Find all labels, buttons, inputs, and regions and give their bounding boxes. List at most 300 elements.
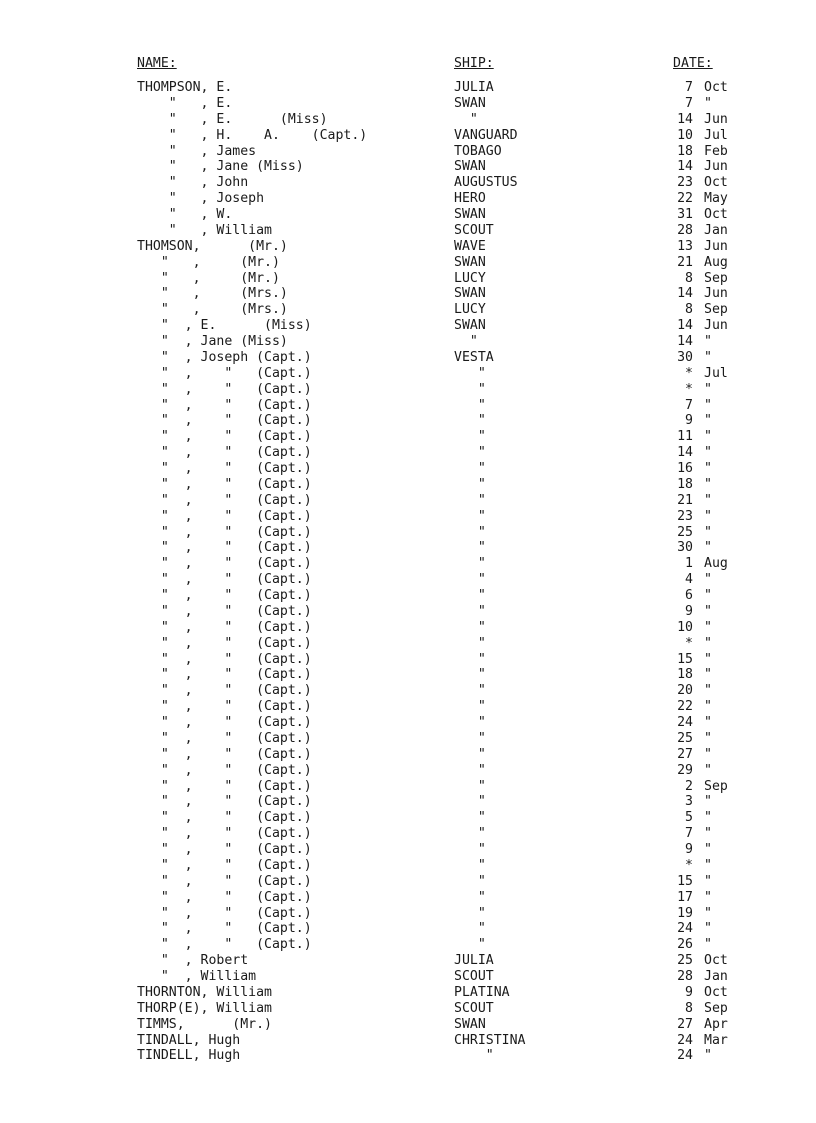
table-row bbox=[0, 128, 816, 144]
date-day-cell: 23 bbox=[677, 508, 693, 524]
date-month-cell: Sep bbox=[704, 778, 728, 794]
date-day-cell: 9 bbox=[685, 603, 693, 619]
date-month-cell: Jul bbox=[704, 127, 728, 143]
passenger-name-cell: " , " (Capt.) bbox=[137, 826, 312, 842]
date-day-cell: 24 bbox=[677, 1048, 693, 1064]
ship-cell: " bbox=[454, 635, 486, 651]
date-day-cell: 9 bbox=[685, 842, 693, 857]
date-month-cell: " bbox=[704, 857, 712, 873]
date-month-cell: Oct bbox=[704, 953, 728, 969]
date-month-cell: " bbox=[704, 413, 712, 429]
passenger-list bbox=[0, 80, 816, 1064]
table-row bbox=[0, 382, 816, 398]
passenger-name-cell: THORP(E), William bbox=[137, 1000, 272, 1016]
table-row bbox=[0, 826, 816, 842]
table-row bbox=[0, 842, 816, 858]
ship-cell: SCOUT bbox=[454, 1000, 494, 1016]
date-month-cell: " bbox=[704, 794, 712, 810]
ship-cell: " bbox=[454, 588, 486, 603]
passenger-name-cell: " , " (Capt.) bbox=[137, 381, 312, 397]
passenger-name-cell: " , " (Capt.) bbox=[137, 683, 312, 699]
date-month-cell: " bbox=[704, 603, 712, 619]
passenger-name-cell: " , H. A. (Capt.) bbox=[137, 127, 368, 143]
date-day-cell: 24 bbox=[677, 715, 693, 730]
ship-cell: " bbox=[454, 683, 486, 699]
date-month-cell: " bbox=[704, 730, 712, 746]
passenger-name-cell: " , " (Capt.) bbox=[137, 476, 312, 492]
date-day-cell: 21 bbox=[677, 254, 693, 270]
passenger-name-cell: " , " (Capt.) bbox=[137, 842, 312, 857]
ship-cell: " bbox=[454, 842, 486, 857]
date-day-cell: 17 bbox=[677, 889, 693, 905]
date-day-cell: 24 bbox=[677, 1032, 693, 1048]
ship-cell: HERO bbox=[454, 191, 486, 207]
table-row bbox=[0, 334, 816, 350]
ship-cell: SWAN bbox=[454, 286, 486, 302]
date-day-cell: 3 bbox=[685, 794, 693, 810]
date-month-cell: Jun bbox=[704, 159, 728, 175]
ship-cell: " bbox=[454, 667, 486, 683]
date-day-cell: 7 bbox=[685, 826, 693, 842]
date-day-cell: 8 bbox=[685, 270, 693, 286]
date-month-cell: " bbox=[704, 492, 712, 508]
table-row bbox=[0, 921, 816, 937]
passenger-name-cell: " , " (Capt.) bbox=[137, 810, 312, 826]
date-day-cell: 31 bbox=[677, 207, 693, 222]
table-row bbox=[0, 683, 816, 699]
passenger-name-cell: THOMPSON, E. bbox=[137, 80, 233, 95]
passenger-name-cell: " , (Mrs.) bbox=[137, 286, 288, 302]
date-month-cell: " bbox=[704, 572, 712, 588]
ship-cell: " bbox=[454, 572, 486, 588]
date-day-cell: 29 bbox=[677, 762, 693, 778]
date-day-cell: 1 bbox=[685, 556, 693, 572]
date-month-cell: " bbox=[704, 905, 712, 921]
table-row bbox=[0, 525, 816, 541]
passenger-name-cell: " , E. bbox=[137, 95, 233, 111]
date-day-cell: 14 bbox=[677, 445, 693, 461]
table-row bbox=[0, 588, 816, 604]
date-month-cell: " bbox=[704, 476, 712, 492]
passenger-name-cell: TINDALL, Hugh bbox=[137, 1032, 241, 1048]
passenger-name-cell: " , " (Capt.) bbox=[137, 492, 312, 508]
date-day-cell: 27 bbox=[677, 1016, 693, 1032]
passenger-name-cell: " , Jane (Miss) bbox=[137, 334, 288, 349]
table-row bbox=[0, 318, 816, 334]
date-day-cell: 6 bbox=[685, 588, 693, 603]
ship-cell: SWAN bbox=[454, 95, 486, 111]
date-day-cell: 9 bbox=[685, 984, 693, 1000]
passenger-name-cell: " , (Mrs.) bbox=[137, 302, 288, 318]
ship-cell: " bbox=[454, 937, 486, 953]
date-day-cell: 8 bbox=[685, 302, 693, 318]
table-row bbox=[0, 779, 816, 795]
table-row bbox=[0, 540, 816, 556]
date-month-cell: " bbox=[704, 508, 712, 524]
ship-cell: LUCY bbox=[454, 302, 486, 318]
table-row bbox=[0, 239, 816, 255]
ship-cell: " bbox=[454, 334, 478, 349]
passenger-name-cell: " , " (Capt.) bbox=[137, 397, 312, 413]
date-month-cell: " bbox=[704, 842, 712, 857]
date-day-cell: 18 bbox=[677, 143, 693, 159]
date-day-cell: * bbox=[685, 635, 693, 651]
table-row bbox=[0, 1033, 816, 1049]
table-row bbox=[0, 1048, 816, 1064]
date-day-cell: 19 bbox=[677, 905, 693, 921]
date-day-cell: 14 bbox=[677, 286, 693, 302]
date-day-cell: 10 bbox=[677, 619, 693, 635]
passenger-name-cell: " , " (Capt.) bbox=[137, 572, 312, 588]
table-row bbox=[0, 794, 816, 810]
table-row bbox=[0, 667, 816, 683]
date-day-cell: 7 bbox=[685, 80, 693, 95]
ship-cell: JULIA bbox=[454, 80, 494, 95]
passenger-name-cell: " , " (Capt.) bbox=[137, 461, 312, 476]
passenger-name-cell: " , " (Capt.) bbox=[137, 619, 312, 635]
table-row bbox=[0, 207, 816, 223]
date-month-cell: " bbox=[704, 937, 712, 953]
passenger-name-cell: " , " (Capt.) bbox=[137, 937, 312, 953]
ship-cell: " bbox=[454, 603, 486, 619]
passenger-name-cell: " , " (Capt.) bbox=[137, 873, 312, 889]
table-row bbox=[0, 509, 816, 525]
passenger-name-cell: " , " (Capt.) bbox=[137, 921, 312, 937]
date-month-cell: " bbox=[704, 651, 712, 667]
table-row bbox=[0, 255, 816, 271]
date-month-cell: " bbox=[704, 540, 712, 556]
passenger-name-cell: " , Robert bbox=[137, 953, 249, 969]
date-month-cell: " bbox=[704, 349, 712, 365]
passenger-name-cell: " , E. (Miss) bbox=[137, 318, 312, 334]
ship-cell: SWAN bbox=[454, 318, 486, 334]
date-month-cell: " bbox=[704, 381, 712, 397]
date-month-cell: May bbox=[704, 191, 728, 207]
ship-cell: SCOUT bbox=[454, 969, 494, 984]
ship-cell: CHRISTINA bbox=[454, 1032, 526, 1048]
date-day-cell: 8 bbox=[685, 1000, 693, 1016]
date-month-cell: " bbox=[704, 667, 712, 683]
date-day-cell: 26 bbox=[677, 937, 693, 953]
table-row bbox=[0, 271, 816, 287]
ship-cell: " bbox=[454, 461, 486, 476]
passenger-name-cell: " , " (Capt.) bbox=[137, 857, 312, 873]
ship-cell: " bbox=[454, 492, 486, 508]
date-month-cell: Jan bbox=[704, 969, 728, 984]
date-month-cell: Apr bbox=[704, 1016, 728, 1032]
table-row bbox=[0, 223, 816, 239]
date-month-cell: " bbox=[704, 810, 712, 826]
ship-cell: SWAN bbox=[454, 159, 486, 175]
passenger-name-cell: " , " (Capt.) bbox=[137, 524, 312, 540]
table-row bbox=[0, 1017, 816, 1033]
table-row bbox=[0, 858, 816, 874]
table-row bbox=[0, 429, 816, 445]
passenger-name-cell: " , " (Capt.) bbox=[137, 429, 312, 445]
ship-cell: " bbox=[454, 524, 486, 540]
ship-cell: " bbox=[454, 826, 486, 842]
date-month-cell: Aug bbox=[704, 254, 728, 270]
passenger-name-cell: " , William bbox=[137, 222, 272, 238]
date-day-cell: 30 bbox=[677, 540, 693, 556]
passenger-name-cell: " , William bbox=[137, 969, 257, 984]
passenger-name-cell: " , " (Capt.) bbox=[137, 762, 312, 778]
table-row bbox=[0, 969, 816, 985]
table-row bbox=[0, 350, 816, 366]
ship-cell: " bbox=[454, 556, 486, 572]
date-month-cell: Feb bbox=[704, 143, 728, 159]
passenger-name-cell: " , " (Capt.) bbox=[137, 588, 312, 603]
passenger-name-cell: " , " (Capt.) bbox=[137, 730, 312, 746]
ship-cell: " bbox=[454, 905, 486, 921]
date-month-cell: " bbox=[704, 397, 712, 413]
passenger-name-cell: THORNTON, William bbox=[137, 984, 272, 1000]
ship-cell: JULIA bbox=[454, 953, 494, 969]
date-day-cell: 22 bbox=[677, 191, 693, 207]
ship-cell: " bbox=[454, 715, 486, 730]
date-day-cell: 25 bbox=[677, 524, 693, 540]
table-row bbox=[0, 953, 816, 969]
passenger-name-cell: " , " (Capt.) bbox=[137, 413, 312, 429]
table-row bbox=[0, 477, 816, 493]
ship-cell: VESTA bbox=[454, 349, 494, 365]
date-month-cell: " bbox=[704, 715, 712, 730]
ship-column-header: SHIP: bbox=[454, 56, 494, 71]
date-month-cell: Jun bbox=[704, 318, 728, 334]
passenger-name-cell: " , Joseph bbox=[137, 191, 265, 207]
passenger-name-cell: " , " (Capt.) bbox=[137, 794, 312, 810]
date-month-cell: " bbox=[704, 524, 712, 540]
date-month-cell: Sep bbox=[704, 270, 728, 286]
date-day-cell: * bbox=[685, 857, 693, 873]
date-month-cell: " bbox=[704, 699, 712, 715]
ship-cell: " bbox=[454, 921, 486, 937]
date-month-cell: Aug bbox=[704, 556, 728, 572]
date-month-cell: Oct bbox=[704, 80, 728, 95]
date-day-cell: 24 bbox=[677, 921, 693, 937]
passenger-name-cell: " , " (Capt.) bbox=[137, 445, 312, 461]
ship-cell: " bbox=[454, 810, 486, 826]
ship-cell: LUCY bbox=[454, 270, 486, 286]
date-day-cell: 4 bbox=[685, 572, 693, 588]
ship-cell: " bbox=[454, 746, 486, 762]
date-month-cell: " bbox=[704, 635, 712, 651]
table-row bbox=[0, 144, 816, 160]
date-month-cell: " bbox=[704, 429, 712, 445]
date-day-cell: 14 bbox=[677, 111, 693, 127]
date-month-cell: Sep bbox=[704, 1000, 728, 1016]
table-row bbox=[0, 366, 816, 382]
passenger-name-cell: " , " (Capt.) bbox=[137, 365, 312, 381]
passenger-name-cell: " , " (Capt.) bbox=[137, 635, 312, 651]
ship-cell: " bbox=[454, 111, 478, 127]
table-row bbox=[0, 810, 816, 826]
date-month-cell: " bbox=[704, 921, 712, 937]
table-row bbox=[0, 191, 816, 207]
date-day-cell: 11 bbox=[677, 429, 693, 445]
date-day-cell: 28 bbox=[677, 969, 693, 984]
date-month-cell: Jul bbox=[704, 365, 728, 381]
ship-cell: SWAN bbox=[454, 1016, 486, 1032]
date-month-cell: " bbox=[704, 826, 712, 842]
ship-cell: " bbox=[454, 476, 486, 492]
date-day-cell: 25 bbox=[677, 730, 693, 746]
table-row bbox=[0, 445, 816, 461]
table-row bbox=[0, 985, 816, 1001]
passenger-name-cell: " , (Mr.) bbox=[137, 270, 280, 286]
passenger-name-cell: TINDELL, Hugh bbox=[137, 1048, 241, 1064]
table-row bbox=[0, 699, 816, 715]
table-row bbox=[0, 874, 816, 890]
date-day-cell: 20 bbox=[677, 683, 693, 699]
ship-cell: " bbox=[454, 381, 486, 397]
table-row bbox=[0, 80, 816, 96]
date-day-cell: 16 bbox=[677, 461, 693, 476]
ship-cell: SWAN bbox=[454, 254, 486, 270]
passenger-name-cell: " , E. (Miss) bbox=[137, 111, 328, 127]
passenger-name-cell: " , John bbox=[137, 175, 249, 191]
ship-cell: SCOUT bbox=[454, 222, 494, 238]
date-day-cell: 15 bbox=[677, 873, 693, 889]
ship-cell: " bbox=[454, 857, 486, 873]
date-month-cell: " bbox=[704, 683, 712, 699]
date-month-cell: " bbox=[704, 746, 712, 762]
date-month-cell: " bbox=[704, 889, 712, 905]
ship-cell: " bbox=[454, 619, 486, 635]
passenger-name-cell: " , " (Capt.) bbox=[137, 508, 312, 524]
table-row bbox=[0, 1001, 816, 1017]
date-month-cell: Mar bbox=[704, 1032, 728, 1048]
date-day-cell: 15 bbox=[677, 651, 693, 667]
date-month-cell: " bbox=[704, 619, 712, 635]
passenger-name-cell: " , (Mr.) bbox=[137, 254, 280, 270]
table-row bbox=[0, 937, 816, 953]
table-row bbox=[0, 906, 816, 922]
passenger-name-cell: " , W. bbox=[137, 207, 233, 222]
passenger-name-cell: " , James bbox=[137, 143, 257, 159]
passenger-name-cell: " , " (Capt.) bbox=[137, 889, 312, 905]
passenger-name-cell: " , " (Capt.) bbox=[137, 699, 312, 715]
date-day-cell: 14 bbox=[677, 318, 693, 334]
date-month-cell: " bbox=[704, 445, 712, 461]
ship-cell: " bbox=[454, 889, 486, 905]
table-row bbox=[0, 572, 816, 588]
table-row bbox=[0, 302, 816, 318]
date-day-cell: 7 bbox=[685, 95, 693, 111]
name-column-header: NAME: bbox=[137, 56, 177, 71]
table-row bbox=[0, 175, 816, 191]
passenger-name-cell: " , " (Capt.) bbox=[137, 540, 312, 556]
date-day-cell: 14 bbox=[677, 159, 693, 175]
date-day-cell: 22 bbox=[677, 699, 693, 715]
ship-cell: " bbox=[454, 413, 486, 429]
date-day-cell: 10 bbox=[677, 127, 693, 143]
table-row bbox=[0, 763, 816, 779]
date-month-cell: Jun bbox=[704, 111, 728, 127]
date-day-cell: * bbox=[685, 365, 693, 381]
ship-cell: " bbox=[454, 397, 486, 413]
date-day-cell: 2 bbox=[685, 778, 693, 794]
table-row bbox=[0, 556, 816, 572]
ship-cell: " bbox=[454, 699, 486, 715]
date-month-cell: " bbox=[704, 95, 712, 111]
passenger-name-cell: " , " (Capt.) bbox=[137, 905, 312, 921]
date-month-cell: Sep bbox=[704, 302, 728, 318]
table-row bbox=[0, 493, 816, 509]
passenger-name-cell: " , " (Capt.) bbox=[137, 778, 312, 794]
table-row bbox=[0, 286, 816, 302]
date-day-cell: 28 bbox=[677, 222, 693, 238]
ship-cell: TOBAGO bbox=[454, 143, 502, 159]
ship-cell: " bbox=[454, 762, 486, 778]
ship-cell: " bbox=[454, 778, 486, 794]
date-day-cell: 5 bbox=[685, 810, 693, 826]
table-row bbox=[0, 96, 816, 112]
table-row bbox=[0, 413, 816, 429]
table-row bbox=[0, 715, 816, 731]
table-row bbox=[0, 112, 816, 128]
table-row bbox=[0, 159, 816, 175]
date-month-cell: Jun bbox=[704, 286, 728, 302]
date-month-cell: Oct bbox=[704, 984, 728, 1000]
ship-cell: PLATINA bbox=[454, 984, 510, 1000]
date-month-cell: Oct bbox=[704, 207, 728, 222]
passenger-name-cell: TIMMS, (Mr.) bbox=[137, 1016, 272, 1032]
passenger-name-cell: " , " (Capt.) bbox=[137, 556, 312, 572]
table-row bbox=[0, 398, 816, 414]
table-row bbox=[0, 620, 816, 636]
passenger-name-cell: " , " (Capt.) bbox=[137, 603, 312, 619]
passenger-name-cell: THOMSON, (Mr.) bbox=[137, 238, 288, 254]
ship-cell: " bbox=[454, 365, 486, 381]
date-day-cell: 14 bbox=[677, 334, 693, 349]
table-row bbox=[0, 731, 816, 747]
ship-cell: " bbox=[454, 540, 486, 556]
passenger-name-cell: " , Joseph (Capt.) bbox=[137, 349, 312, 365]
ship-cell: " bbox=[454, 873, 486, 889]
date-month-cell: Jan bbox=[704, 222, 728, 238]
date-day-cell: 27 bbox=[677, 746, 693, 762]
ship-cell: " bbox=[454, 730, 486, 746]
ship-cell: " bbox=[454, 651, 486, 667]
table-row bbox=[0, 890, 816, 906]
ship-cell: VANGUARD bbox=[454, 127, 518, 143]
passenger-name-cell: " , " (Capt.) bbox=[137, 651, 312, 667]
date-column-header: DATE: bbox=[673, 56, 713, 71]
table-row bbox=[0, 652, 816, 668]
table-row bbox=[0, 747, 816, 763]
date-day-cell: 25 bbox=[677, 953, 693, 969]
ship-cell: " bbox=[454, 508, 486, 524]
date-day-cell: 9 bbox=[685, 413, 693, 429]
ship-cell: " bbox=[454, 445, 486, 461]
passenger-name-cell: " , " (Capt.) bbox=[137, 667, 312, 683]
date-day-cell: 13 bbox=[677, 238, 693, 254]
date-month-cell: " bbox=[704, 873, 712, 889]
ship-cell: " bbox=[454, 429, 486, 445]
date-day-cell: 30 bbox=[677, 349, 693, 365]
table-row bbox=[0, 636, 816, 652]
date-month-cell: Oct bbox=[704, 175, 728, 191]
date-day-cell: 21 bbox=[677, 492, 693, 508]
ship-cell: " bbox=[454, 794, 486, 810]
passenger-name-cell: " , " (Capt.) bbox=[137, 746, 312, 762]
table-row bbox=[0, 604, 816, 620]
date-month-cell: " bbox=[704, 334, 712, 349]
ship-cell: AUGUSTUS bbox=[454, 175, 518, 191]
date-day-cell: 23 bbox=[677, 175, 693, 191]
date-day-cell: 18 bbox=[677, 476, 693, 492]
